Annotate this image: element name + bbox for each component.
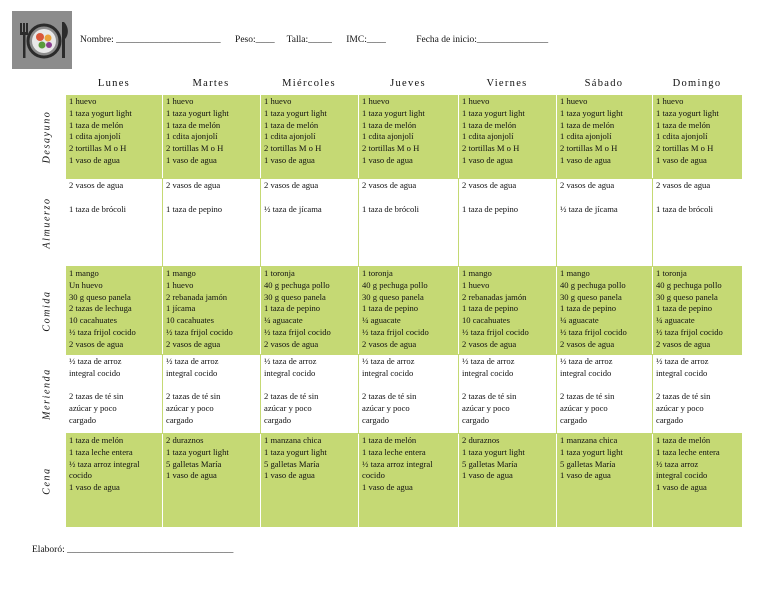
meal-item: 1 vaso de agua <box>560 470 611 481</box>
meal-item: 1 taza de melón <box>362 119 417 130</box>
meal-item: 1 toronja <box>264 268 295 278</box>
meal-item: 2 tazas de té sin <box>656 391 711 402</box>
day-header: Lunes <box>97 78 131 89</box>
meal-item: ¼ aguacate <box>560 315 599 326</box>
meal-item <box>362 380 456 392</box>
meal-cell <box>556 179 652 266</box>
meal-item: 5 galletas María <box>462 458 518 469</box>
meal-item: integral cocido <box>656 470 708 481</box>
meal-cell <box>556 95 652 178</box>
nombre-field[interactable]: Nombre: ______________________ <box>80 35 221 45</box>
meal-item: 1 vaso de agua <box>656 482 707 493</box>
meal-item <box>166 380 258 392</box>
meal-item: 1 huevo <box>462 279 490 290</box>
meal-item: 1 vaso de agua <box>462 470 513 481</box>
meal-item: 1 cdita ajonjolí <box>462 131 514 142</box>
meal-item: 1 mango <box>69 268 99 278</box>
meal-item: 1 huevo <box>362 96 390 106</box>
meal-item: 1 taza de pepino <box>462 303 519 314</box>
meal-row-merienda <box>66 354 742 434</box>
meal-item: 1 taza de melón <box>69 119 124 130</box>
meal-item: 1 cdita ajonjolí <box>69 131 121 142</box>
meal-item: 30 g queso panela <box>656 291 718 302</box>
meal-item: 1 cdita ajonjolí <box>362 131 414 142</box>
row-label-merienda: Merienda <box>41 368 53 420</box>
meal-item: cargado <box>462 414 490 425</box>
meal-item: 1 huevo <box>69 96 97 106</box>
meal-item: 2 vasos de agua <box>656 180 711 190</box>
meal-item: 1 taza yogurt light <box>656 107 719 118</box>
meal-item: ½ taza arroz integral <box>69 458 140 469</box>
meal-row-cena <box>66 434 742 527</box>
meal-item: 1 taza de melón <box>462 119 517 130</box>
meal-cell <box>458 95 556 178</box>
meal-item: 1 cdita ajonjolí <box>264 131 316 142</box>
meal-item: 2 vasos de agua <box>560 338 615 349</box>
meal-item: 2 tortillas M o H <box>166 143 224 154</box>
meal-item: 1 taza yogurt light <box>462 107 525 118</box>
meal-item: ½ taza frijol cocido <box>166 326 233 337</box>
meal-item: ½ taza de arroz <box>362 356 415 366</box>
meal-item: ½ taza de jícama <box>560 203 618 214</box>
meal-item: 1 cdita ajonjolí <box>656 131 708 142</box>
meal-item: 5 galletas María <box>560 458 616 469</box>
meal-item: cocido <box>69 470 92 481</box>
meal-item: ½ taza de arroz <box>166 356 219 366</box>
header-fields <box>80 35 560 45</box>
meal-cell <box>162 179 260 266</box>
meal-cell <box>556 355 652 433</box>
meal-item: 1 taza yogurt light <box>166 107 229 118</box>
meal-cell <box>66 355 162 433</box>
meal-item: 1 taza de melón <box>362 435 417 445</box>
meal-item: azúcar y poco <box>560 403 608 414</box>
meal-item: 1 toronja <box>362 268 393 278</box>
fecha-field[interactable]: Fecha de inicio:_______________ <box>416 35 549 45</box>
meal-item: 1 jícama <box>166 303 196 314</box>
row-label-almuerzo: Almuerzo <box>41 196 53 249</box>
meal-cell <box>358 355 458 433</box>
meal-item: 1 huevo <box>264 96 292 106</box>
meal-item: 2 tortillas M o H <box>264 143 322 154</box>
meal-item: 1 taza de pepino <box>560 303 617 314</box>
meal-item: 1 vaso de agua <box>166 470 217 481</box>
meal-item: 2 vasos de agua <box>166 338 221 349</box>
meal-item: 30 g queso panela <box>560 291 622 302</box>
meal-cell <box>66 179 162 266</box>
meal-item: 2 tazas de té sin <box>362 391 417 402</box>
meal-item: 2 vasos de agua <box>166 180 221 190</box>
meal-item: 2 vasos de agua <box>656 338 711 349</box>
meal-item: 1 taza yogurt light <box>264 107 327 118</box>
elaboro-field[interactable]: Elaboró: ___________________________________ <box>32 545 234 555</box>
meal-item: 1 cdita ajonjolí <box>560 131 612 142</box>
meal-item: cargado <box>166 414 194 425</box>
meal-item: 2 vasos de agua <box>560 180 615 190</box>
meal-item: 2 tortillas M o H <box>656 143 714 154</box>
plate-fork-knife-icon <box>12 11 72 69</box>
peso-field[interactable]: Peso:____ <box>235 35 275 45</box>
meal-item: azúcar y poco <box>166 403 214 414</box>
meal-item: 1 mango <box>166 268 196 278</box>
meal-item: ½ taza frijol cocido <box>362 326 429 337</box>
day-header: Miércoles <box>282 78 336 89</box>
meal-item: cargado <box>69 414 97 425</box>
meal-item: 1 taza yogurt light <box>69 107 132 118</box>
meal-item: 1 vaso de agua <box>166 154 217 165</box>
meal-item: ½ taza de arroz <box>264 356 317 366</box>
meal-item: 30 g queso panela <box>264 291 326 302</box>
row-label-desayuno: Desayuno <box>41 110 53 163</box>
meal-item: cocido <box>362 470 385 481</box>
meal-item: 1 vaso de agua <box>362 154 413 165</box>
meal-row-almuerzo <box>66 178 742 267</box>
meal-item: 40 g pechuga pollo <box>362 279 428 290</box>
meal-item: 1 huevo <box>560 96 588 106</box>
meal-item: 2 vasos de agua <box>362 338 417 349</box>
meal-item: ½ taza de arroz <box>656 356 709 366</box>
meal-item: azúcar y poco <box>69 403 117 414</box>
meal-item: integral cocido <box>656 367 708 378</box>
meal-item: 40 g pechuga pollo <box>560 279 626 290</box>
meal-cell <box>260 267 358 354</box>
meal-item: 2 vasos de agua <box>69 180 124 190</box>
row-label-cena: Cena <box>41 466 53 495</box>
meal-item: 1 huevo <box>462 96 490 106</box>
meal-item: ¼ aguacate <box>656 315 695 326</box>
imc-field[interactable]: IMC:____ <box>346 35 386 45</box>
meal-item: ½ taza de arroz <box>462 356 515 366</box>
meal-item: 5 galletas María <box>166 458 222 469</box>
meal-cell <box>358 434 458 527</box>
meal-item: cargado <box>656 414 684 425</box>
meal-row-comida <box>66 267 742 354</box>
meal-plan-table <box>66 95 742 527</box>
meal-item: 1 vaso de agua <box>69 154 120 165</box>
meal-cell <box>162 267 260 354</box>
meal-cell <box>358 179 458 266</box>
meal-item: 1 taza de brócoli <box>656 203 714 214</box>
meal-item: 1 huevo <box>166 96 194 106</box>
meal-item: 1 taza yogurt light <box>166 446 229 457</box>
meal-cell <box>260 434 358 527</box>
meal-item: 1 taza leche entera <box>69 446 133 457</box>
meal-cell <box>162 95 260 178</box>
meal-item: 10 cacahuates <box>462 315 510 326</box>
meal-item: ½ taza frijol cocido <box>69 326 136 337</box>
meal-cell <box>556 434 652 527</box>
meal-item: integral cocido <box>69 367 121 378</box>
meal-item <box>264 192 356 204</box>
meal-item: cargado <box>362 414 390 425</box>
meal-item: 1 vaso de agua <box>362 482 413 493</box>
meal-item: azúcar y poco <box>264 403 312 414</box>
meal-item: integral cocido <box>560 367 612 378</box>
meal-item: 30 g queso panela <box>362 291 424 302</box>
meal-item: 1 manzana chica <box>264 435 322 445</box>
meal-item: ½ taza frijol cocido <box>462 326 529 337</box>
meal-cell <box>652 267 742 354</box>
meal-item: 1 manzana chica <box>560 435 618 445</box>
meal-item: 1 huevo <box>166 279 194 290</box>
meal-item: ½ taza de jícama <box>264 203 322 214</box>
meal-item: 2 duraznos <box>462 435 500 445</box>
meal-item: 1 taza de pepino <box>166 203 223 214</box>
meal-item: integral cocido <box>362 367 414 378</box>
meal-cell <box>260 179 358 266</box>
meal-item <box>656 380 740 392</box>
meal-item: 1 taza yogurt light <box>560 107 623 118</box>
meal-item: 1 taza leche entera <box>656 446 720 457</box>
meal-item: 1 mango <box>560 268 590 278</box>
meal-item: azúcar y poco <box>462 403 510 414</box>
meal-item: 2 vasos de agua <box>69 338 124 349</box>
meal-cell <box>458 434 556 527</box>
meal-item: 1 taza de melón <box>69 435 124 445</box>
meal-item: 1 mango <box>462 268 492 278</box>
meal-item: integral cocido <box>462 367 514 378</box>
meal-item: 1 taza leche entera <box>362 446 426 457</box>
meal-cell <box>458 179 556 266</box>
meal-item: 10 cacahuates <box>69 315 117 326</box>
meal-item: 1 taza de brócoli <box>69 203 127 214</box>
row-label-comida: Comida <box>41 289 53 332</box>
meal-item: 1 taza de melón <box>656 435 711 445</box>
meal-item: 2 tazas de lechuga <box>69 303 132 314</box>
meal-item: azúcar y poco <box>656 403 704 414</box>
meal-item: ½ taza arroz <box>656 458 699 469</box>
meal-item: 1 taza de pepino <box>362 303 419 314</box>
meal-item: ½ taza arroz integral <box>362 458 433 469</box>
meal-cell <box>358 267 458 354</box>
meal-cell <box>652 434 742 527</box>
meal-item: 1 taza de melón <box>656 119 711 130</box>
meal-item: ¼ aguacate <box>264 315 303 326</box>
meal-item: 2 vasos de agua <box>362 180 417 190</box>
meal-item <box>560 380 650 392</box>
meal-cell <box>358 95 458 178</box>
meal-item: 2 tazas de té sin <box>166 391 221 402</box>
meal-item: 2 vasos de agua <box>264 180 319 190</box>
meal-cell <box>652 355 742 433</box>
meal-item <box>69 380 160 392</box>
meal-item: 1 vaso de agua <box>264 154 315 165</box>
meal-cell <box>652 95 742 178</box>
meal-item: 1 vaso de agua <box>560 154 611 165</box>
meal-item: Un huevo <box>69 279 103 290</box>
meal-item: 2 tortillas M o H <box>462 143 520 154</box>
meal-cell <box>458 267 556 354</box>
meal-item: 40 g pechuga pollo <box>656 279 722 290</box>
meal-cell <box>260 95 358 178</box>
meal-row-desayuno <box>66 95 742 178</box>
meal-item: 2 duraznos <box>166 435 204 445</box>
meal-item: ½ taza frijol cocido <box>656 326 723 337</box>
meal-cell <box>66 434 162 527</box>
meal-item: 1 taza de pepino <box>462 203 519 214</box>
meal-item: ½ taza de arroz <box>69 356 122 366</box>
meal-item: 1 cdita ajonjolí <box>166 131 218 142</box>
meal-item: 1 taza de pepino <box>264 303 321 314</box>
meal-item: 1 huevo <box>656 96 684 106</box>
meal-cell <box>260 355 358 433</box>
meal-item: ¼ aguacate <box>362 315 401 326</box>
meal-item: 2 tazas de té sin <box>560 391 615 402</box>
meal-item: 1 taza de melón <box>560 119 615 130</box>
meal-item: 2 tortillas M o H <box>362 143 420 154</box>
meal-cell <box>556 267 652 354</box>
meal-item: 1 taza yogurt light <box>560 446 623 457</box>
meal-cell <box>458 355 556 433</box>
meal-item: 1 vaso de agua <box>656 154 707 165</box>
day-header: Sábado <box>584 78 624 89</box>
meal-item <box>462 192 554 204</box>
meal-item <box>656 192 740 204</box>
meal-item: cargado <box>264 414 292 425</box>
meal-item: ½ taza de arroz <box>560 356 613 366</box>
meal-cell <box>162 434 260 527</box>
meal-item <box>69 192 160 204</box>
meal-item: 2 tortillas M o H <box>69 143 127 154</box>
day-header: Martes <box>192 78 230 89</box>
meal-item: 40 g pechuga pollo <box>264 279 330 290</box>
meal-item: 2 rebanada jamón <box>166 291 228 302</box>
meal-item: 1 taza de melón <box>264 119 319 130</box>
meal-item: 1 vaso de agua <box>264 470 315 481</box>
meal-item: 5 galletas María <box>264 458 320 469</box>
meal-item: 2 tazas de té sin <box>264 391 319 402</box>
day-headers <box>66 78 742 94</box>
meal-item: 2 vasos de agua <box>462 180 517 190</box>
meal-item: 1 taza de melón <box>166 119 221 130</box>
meal-item: 1 vaso de agua <box>69 482 120 493</box>
meal-item: 1 vaso de agua <box>462 154 513 165</box>
meal-item: 2 vasos de agua <box>264 338 319 349</box>
meal-item: 2 tazas de té sin <box>462 391 517 402</box>
meal-item <box>166 192 258 204</box>
meal-item: 2 rebanadas jamón <box>462 291 527 302</box>
meal-item: 10 cacahuates <box>166 315 214 326</box>
meal-cell <box>652 179 742 266</box>
day-header: Jueves <box>390 78 426 89</box>
meal-item: integral cocido <box>264 367 316 378</box>
meal-item: 2 tortillas M o H <box>560 143 618 154</box>
meal-cell <box>162 355 260 433</box>
meal-item <box>462 380 554 392</box>
meal-item <box>560 192 650 204</box>
talla-field[interactable]: Talla:_____ <box>286 35 332 45</box>
meal-item: 2 vasos de agua <box>462 338 517 349</box>
meal-item <box>362 192 456 204</box>
day-header: Domingo <box>672 78 722 89</box>
meal-item: ½ taza frijol cocido <box>560 326 627 337</box>
meal-item: 1 taza yogurt light <box>462 446 525 457</box>
meal-item: 1 toronja <box>656 268 687 278</box>
meal-item: 1 taza de brócoli <box>362 203 420 214</box>
meal-item: 30 g queso panela <box>69 291 131 302</box>
meal-item: integral cocido <box>166 367 218 378</box>
meal-item: 1 taza yogurt light <box>264 446 327 457</box>
meal-item: cargado <box>560 414 588 425</box>
day-header: Viernes <box>486 78 528 89</box>
meal-item: 1 taza yogurt light <box>362 107 425 118</box>
meal-item <box>264 380 356 392</box>
meal-item: azúcar y poco <box>362 403 410 414</box>
meal-item: ½ taza frijol cocido <box>264 326 331 337</box>
meal-cell <box>66 267 162 354</box>
meal-item: 1 taza de pepino <box>656 303 713 314</box>
meal-item: 2 tazas de té sin <box>69 391 124 402</box>
meal-cell <box>66 95 162 178</box>
